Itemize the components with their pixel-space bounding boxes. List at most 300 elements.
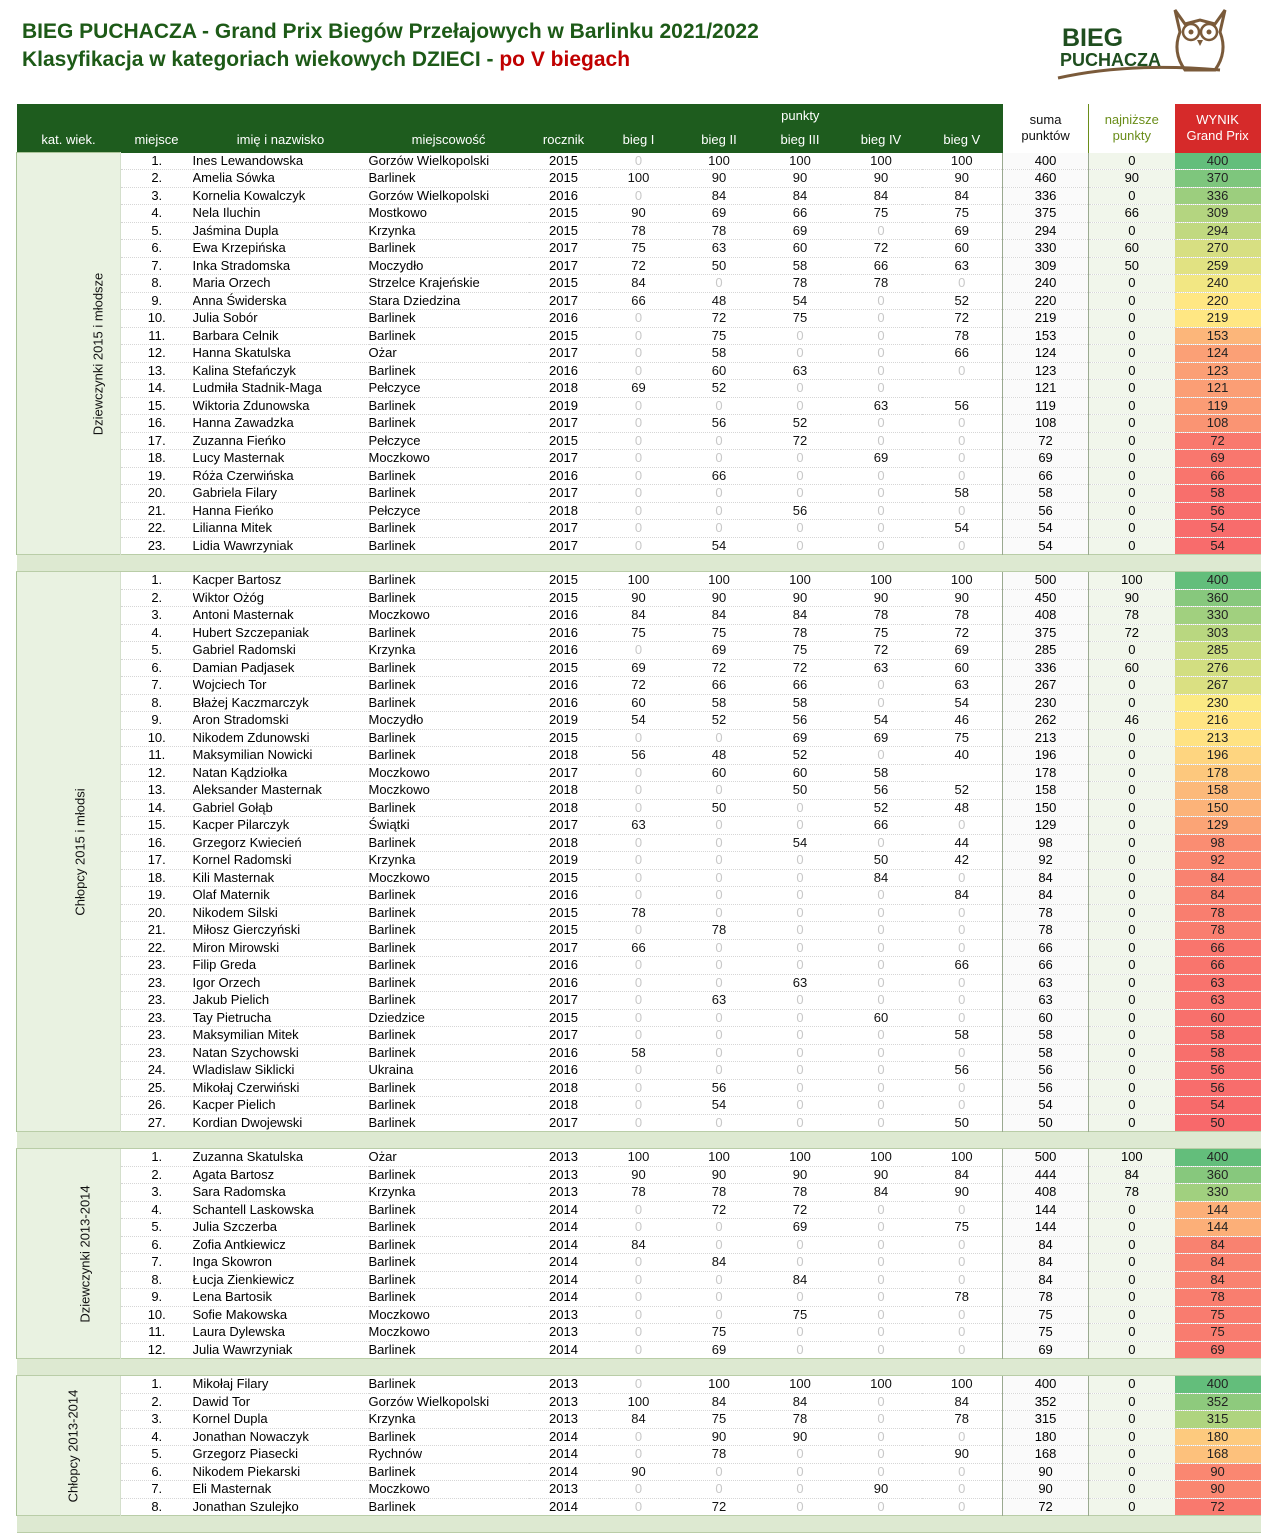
place-cell: 19. [121,887,193,905]
lowest-cell: 0 [1089,747,1175,765]
grand-prix-cell: 123 [1175,362,1261,380]
race-points-cell: 0 [922,415,1003,433]
race-points-cell: 63 [922,257,1003,275]
grand-prix-cell: 98 [1175,834,1261,852]
place-cell: 9. [121,1289,193,1307]
grand-prix-cell: 58 [1175,1044,1261,1062]
race-points-cell: 0 [841,1201,922,1219]
sum-cell: 336 [1003,659,1089,677]
grand-prix-cell: 220 [1175,292,1261,310]
place-cell: 23. [121,974,193,992]
name-cell: Gabriela Filary [193,485,369,503]
name-cell: Lilianna Mitek [193,520,369,538]
lowest-cell: 0 [1089,362,1175,380]
sum-cell: 267 [1003,677,1089,695]
grand-prix-cell: 360 [1175,1166,1261,1184]
place-cell: 18. [121,450,193,468]
race-points-cell: 75 [841,624,922,642]
race-points-cell: 0 [760,1097,841,1115]
race-points-cell: 0 [922,275,1003,293]
year-cell: 2016 [529,624,599,642]
lowest-cell: 0 [1089,1393,1175,1411]
town-cell: Moczkowo [369,607,529,625]
race-points-cell: 0 [760,904,841,922]
lowest-cell: 0 [1089,292,1175,310]
race-points-cell: 72 [679,659,760,677]
sum-cell: 230 [1003,694,1089,712]
race-points-cell: 0 [599,1306,679,1324]
name-cell: Kacper Pielich [193,1097,369,1115]
table-row [17,1376,1261,1394]
town-cell: Barlinek [369,1289,529,1307]
year-cell: 2013 [529,1393,599,1411]
place-cell: 2. [121,589,193,607]
sum-cell: 56 [1003,502,1089,520]
place-cell: 16. [121,834,193,852]
town-cell: Krzynka [369,1184,529,1202]
town-cell: Barlinek [369,1201,529,1219]
race-points-cell: 0 [679,1306,760,1324]
race-points-cell: 0 [760,1289,841,1307]
race-points-cell: 72 [679,1201,760,1219]
grand-prix-cell: 168 [1175,1446,1261,1464]
lowest-cell: 0 [1089,974,1175,992]
race-points-cell: 0 [922,1201,1003,1219]
name-cell: Dawid Tor [193,1393,369,1411]
race-points-cell: 0 [922,362,1003,380]
race-points-cell: 58 [760,694,841,712]
race-points-cell: 60 [679,764,760,782]
lowest-cell: 90 [1089,589,1175,607]
table-row [17,222,1261,240]
table-row [17,869,1261,887]
sum-cell: 219 [1003,310,1089,328]
table-row [17,1219,1261,1237]
race-points-cell: 52 [679,712,760,730]
name-cell: Kacper Pilarczyk [193,817,369,835]
header-grand-prix: WYNIK Grand Prix [1175,104,1261,153]
name-cell: Lena Bartosik [193,1289,369,1307]
year-cell: 2018 [529,747,599,765]
lowest-cell: 0 [1089,415,1175,433]
results-body [17,153,1261,1533]
grand-prix-cell: 56 [1175,502,1261,520]
year-cell: 2015 [529,572,599,590]
race-points-cell: 78 [599,1184,679,1202]
sum-cell: 168 [1003,1446,1089,1464]
sum-cell: 84 [1003,887,1089,905]
race-points-cell: 56 [922,397,1003,415]
results-table [16,104,1261,1533]
race-points-cell: 84 [760,607,841,625]
table-row [17,1236,1261,1254]
race-points-cell: 0 [922,939,1003,957]
race-points-cell: 0 [841,694,922,712]
year-cell: 2016 [529,607,599,625]
place-cell: 10. [121,310,193,328]
town-cell: Barlinek [369,677,529,695]
name-cell: Kornel Radomski [193,852,369,870]
sum-cell: 92 [1003,852,1089,870]
year-cell: 2017 [529,240,599,258]
grand-prix-cell: 294 [1175,222,1261,240]
year-cell: 2017 [529,415,599,433]
grand-prix-cell: 84 [1175,887,1261,905]
category-name: Dziewczynki 2013-2014 [77,1184,93,1323]
lowest-cell: 0 [1089,764,1175,782]
race-points-cell: 0 [679,887,760,905]
table-row [17,764,1261,782]
place-cell: 27. [121,1114,193,1132]
lowest-cell: 0 [1089,1044,1175,1062]
race-points-cell: 66 [841,817,922,835]
place-cell: 4. [121,624,193,642]
town-cell: Mostkowo [369,205,529,223]
name-cell: Olaf Maternik [193,887,369,905]
lowest-cell: 0 [1089,1236,1175,1254]
race-points-cell: 0 [760,467,841,485]
header-punkty: punkty [599,104,1003,128]
race-points-cell: 0 [760,1463,841,1481]
race-points-cell: 0 [841,974,922,992]
race-points-cell: 50 [679,257,760,275]
race-points-cell: 0 [599,869,679,887]
place-cell: 6. [121,1463,193,1481]
place-cell: 1. [121,572,193,590]
name-cell: Inga Skowron [193,1254,369,1272]
table-row [17,1393,1261,1411]
sum-cell: 78 [1003,1289,1089,1307]
town-cell: Moczydło [369,712,529,730]
lowest-cell: 0 [1089,380,1175,398]
table-row [17,292,1261,310]
sum-cell: 78 [1003,904,1089,922]
name-cell: Miłosz Gierczyński [193,922,369,940]
race-points-cell: 100 [599,1393,679,1411]
town-cell: Barlinek [369,1428,529,1446]
table-row [17,1079,1261,1097]
table-row [17,257,1261,275]
race-points-cell: 72 [841,642,922,660]
place-cell: 5. [121,222,193,240]
table-row [17,1149,1261,1167]
race-points-cell: 69 [760,222,841,240]
name-cell: Gabriel Radomski [193,642,369,660]
grand-prix-cell: 330 [1175,607,1261,625]
race-points-cell: 0 [841,1114,922,1132]
race-points-cell: 84 [841,869,922,887]
race-points-cell: 0 [841,222,922,240]
race-points-cell: 0 [599,450,679,468]
lowest-cell: 46 [1089,712,1175,730]
place-cell: 6. [121,1236,193,1254]
year-cell: 2017 [529,450,599,468]
name-cell: Kacper Bartosz [193,572,369,590]
place-cell: 7. [121,1254,193,1272]
lowest-cell: 0 [1089,327,1175,345]
race-points-cell: 0 [599,1097,679,1115]
table-row [17,957,1261,975]
race-points-cell: 0 [760,1062,841,1080]
name-cell: Amelia Sówka [193,170,369,188]
table-row [17,1341,1261,1359]
race-points-cell: 0 [599,310,679,328]
name-cell: Eli Masternak [193,1481,369,1499]
grand-prix-cell: 230 [1175,694,1261,712]
table-row [17,677,1261,695]
sum-cell: 375 [1003,205,1089,223]
race-points-cell: 75 [599,624,679,642]
name-cell: Nikodem Piekarski [193,1463,369,1481]
logo-line2: PUCHACZA [1060,50,1161,70]
race-points-cell: 66 [760,205,841,223]
race-points-cell: 0 [841,520,922,538]
sum-cell: 66 [1003,467,1089,485]
year-cell: 2018 [529,380,599,398]
race-points-cell: 0 [599,1446,679,1464]
sum-cell: 78 [1003,922,1089,940]
table-row [17,187,1261,205]
race-points-cell: 0 [922,1481,1003,1499]
race-points-cell: 63 [679,992,760,1010]
race-points-cell: 78 [760,624,841,642]
sum-cell: 56 [1003,1062,1089,1080]
grand-prix-cell: 72 [1175,432,1261,450]
race-points-cell: 0 [841,415,922,433]
race-points-cell: 0 [922,817,1003,835]
place-cell: 11. [121,1324,193,1342]
table-row [17,1446,1261,1464]
sum-cell: 84 [1003,869,1089,887]
lowest-cell: 0 [1089,834,1175,852]
category-label [17,153,121,555]
race-points-cell: 84 [841,1184,922,1202]
race-points-cell: 0 [599,1114,679,1132]
name-cell: Mikołaj Filary [193,1376,369,1394]
place-cell: 12. [121,345,193,363]
table-row [17,170,1261,188]
grand-prix-cell: 69 [1175,1341,1261,1359]
grand-prix-cell: 66 [1175,957,1261,975]
race-points-cell: 75 [679,327,760,345]
year-cell: 2014 [529,1271,599,1289]
race-points-cell: 63 [599,817,679,835]
sum-cell: 123 [1003,362,1089,380]
place-cell: 23. [121,957,193,975]
race-points-cell: 84 [922,1393,1003,1411]
grand-prix-cell: 58 [1175,485,1261,503]
lowest-cell: 0 [1089,1341,1175,1359]
grand-prix-cell: 78 [1175,1289,1261,1307]
race-points-cell: 0 [760,1079,841,1097]
race-points-cell: 0 [599,729,679,747]
table-row [17,1062,1261,1080]
lowest-cell: 0 [1089,904,1175,922]
race-points-cell: 0 [841,1079,922,1097]
name-cell: Hanna Zawadzka [193,415,369,433]
place-cell: 8. [121,1271,193,1289]
race-points-cell: 75 [760,1306,841,1324]
race-points-cell: 0 [922,467,1003,485]
place-cell: 6. [121,240,193,258]
town-cell: Ożar [369,1149,529,1167]
race-points-cell: 0 [760,939,841,957]
sum-cell: 460 [1003,170,1089,188]
grand-prix-cell: 400 [1175,572,1261,590]
race-points-cell: 90 [922,589,1003,607]
race-points-cell: 75 [922,205,1003,223]
sum-cell: 375 [1003,624,1089,642]
lowest-cell: 66 [1089,205,1175,223]
year-cell: 2013 [529,1149,599,1167]
race-points-cell: 0 [599,1079,679,1097]
year-cell: 2015 [529,327,599,345]
sum-cell: 352 [1003,1393,1089,1411]
table-row [17,887,1261,905]
lowest-cell: 100 [1089,1149,1175,1167]
grand-prix-cell: 63 [1175,974,1261,992]
race-points-cell: 84 [679,187,760,205]
race-points-cell: 66 [679,467,760,485]
race-points-cell: 0 [599,1498,679,1516]
town-cell: Moczkowo [369,1481,529,1499]
category-separator [17,1359,1261,1376]
town-cell: Barlinek [369,1376,529,1394]
table-row [17,1201,1261,1219]
year-cell: 2017 [529,485,599,503]
race-points-cell: 0 [599,1341,679,1359]
grand-prix-cell: 360 [1175,589,1261,607]
name-cell: Sara Radomska [193,1184,369,1202]
race-points-cell: 0 [922,1271,1003,1289]
table-row [17,799,1261,817]
year-cell: 2018 [529,1079,599,1097]
lowest-cell: 0 [1089,502,1175,520]
grand-prix-cell: 75 [1175,1306,1261,1324]
race-points-cell: 54 [599,712,679,730]
lowest-cell: 0 [1089,852,1175,870]
table-row [17,537,1261,555]
town-cell: Barlinek [369,834,529,852]
lowest-cell: 0 [1089,467,1175,485]
town-cell: Barlinek [369,1254,529,1272]
table-row [17,467,1261,485]
race-points-cell: 75 [679,1324,760,1342]
lowest-cell: 0 [1089,1446,1175,1464]
lowest-cell: 0 [1089,310,1175,328]
place-cell: 14. [121,799,193,817]
race-points-cell: 60 [679,362,760,380]
race-points-cell: 0 [841,485,922,503]
race-points-cell: 0 [760,869,841,887]
year-cell: 2018 [529,502,599,520]
race-points-cell: 0 [841,467,922,485]
race-points-cell: 0 [599,432,679,450]
grand-prix-cell: 400 [1175,1376,1261,1394]
place-cell: 23. [121,1009,193,1027]
table-row [17,1289,1261,1307]
race-points-cell: 90 [841,589,922,607]
race-points-cell: 0 [922,869,1003,887]
name-cell: Hanna Skatulska [193,345,369,363]
race-points-cell: 100 [599,1149,679,1167]
year-cell: 2019 [529,397,599,415]
race-points-cell: 0 [679,817,760,835]
name-cell: Zofia Antkiewicz [193,1236,369,1254]
race-points-cell: 100 [760,1149,841,1167]
lowest-cell: 0 [1089,1324,1175,1342]
race-points-cell: 90 [922,1184,1003,1202]
sum-cell: 54 [1003,1097,1089,1115]
town-cell: Barlinek [369,939,529,957]
race-points-cell: 69 [922,642,1003,660]
lowest-cell: 0 [1089,485,1175,503]
place-cell: 7. [121,677,193,695]
name-cell: Antoni Masternak [193,607,369,625]
race-points-cell: 0 [679,520,760,538]
sum-cell: 98 [1003,834,1089,852]
name-cell: Julia Sobór [193,310,369,328]
sum-cell: 60 [1003,1009,1089,1027]
race-points-cell: 90 [922,170,1003,188]
page-subtitle [22,46,759,74]
race-points-cell: 0 [679,1236,760,1254]
race-points-cell: 78 [679,1184,760,1202]
place-cell: 24. [121,1062,193,1080]
name-cell: Maksymilian Nowicki [193,747,369,765]
table-row [17,1114,1261,1132]
place-cell: 8. [121,275,193,293]
table-row [17,380,1261,398]
place-cell: 20. [121,485,193,503]
lowest-cell: 0 [1089,922,1175,940]
race-points-cell: 90 [679,170,760,188]
table-row [17,1306,1261,1324]
place-cell: 19. [121,467,193,485]
name-cell: Wladislaw Siklicki [193,1062,369,1080]
year-cell: 2013 [529,1166,599,1184]
race-points-cell: 0 [922,450,1003,468]
lowest-cell: 50 [1089,257,1175,275]
name-cell: Kornel Dupla [193,1411,369,1429]
name-cell: Błażej Kaczmarczyk [193,694,369,712]
race-points-cell: 100 [841,1149,922,1167]
year-cell: 2019 [529,712,599,730]
race-points-cell: 0 [599,520,679,538]
place-cell: 16. [121,415,193,433]
race-points-cell: 0 [922,1306,1003,1324]
table-row [17,1481,1261,1499]
race-points-cell: 75 [841,205,922,223]
race-points-cell: 78 [599,904,679,922]
lowest-cell: 0 [1089,1411,1175,1429]
race-points-cell: 0 [599,153,679,170]
race-points-cell: 78 [922,327,1003,345]
year-cell: 2014 [529,1236,599,1254]
lowest-cell: 84 [1089,1166,1175,1184]
lowest-cell: 0 [1089,1097,1175,1115]
race-points-cell: 75 [599,240,679,258]
race-points-cell: 100 [679,1376,760,1394]
race-points-cell: 56 [599,747,679,765]
grand-prix-cell: 216 [1175,712,1261,730]
race-points-cell: 0 [599,502,679,520]
lowest-cell: 90 [1089,170,1175,188]
name-cell: Ludmiła Stadnik-Maga [193,380,369,398]
town-cell: Pełczyce [369,502,529,520]
town-cell: Barlinek [369,659,529,677]
separator-cell [17,1516,1261,1533]
